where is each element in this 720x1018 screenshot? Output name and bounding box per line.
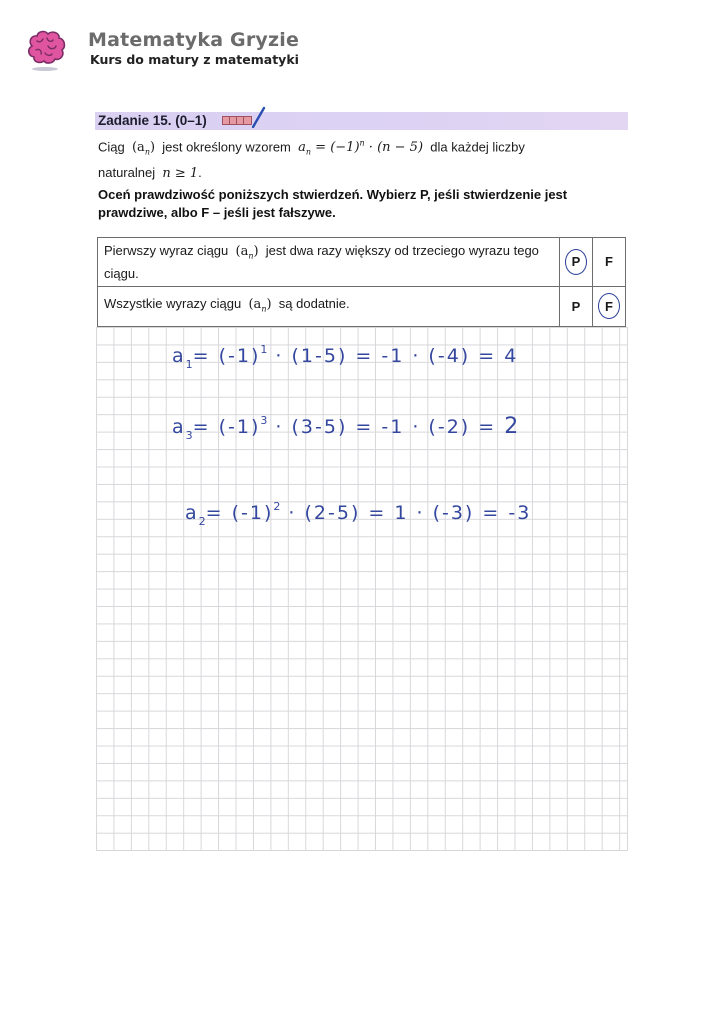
points-boxes [222, 116, 252, 125]
pen-stroke-icon [252, 106, 266, 128]
true-false-table [97, 237, 626, 327]
option-f-label: F [605, 298, 613, 314]
brain-icon [22, 26, 68, 72]
task-title: Zadanie 15. (0–1) [98, 113, 207, 128]
text-fragment: dla każdej liczby [430, 139, 525, 155]
logo-shadow [32, 67, 58, 71]
option-f-label: F [605, 254, 613, 270]
brand-title: Matematyka Gryzie [88, 29, 300, 51]
option-f-cell[interactable] [593, 238, 626, 287]
sequence-symbol: $(a_n)$ [131, 140, 156, 157]
table-row [98, 238, 626, 287]
table-row [98, 286, 626, 326]
text-fragment: Ciąg [98, 139, 125, 155]
option-p-label: P [571, 254, 581, 270]
instruction-text: Oceń prawdziwość poniższych stwierdzeń. Wybierz P, jeśli stwierdzenie jest prawdziwe, albo F – jeśli jest fałszywe. [98, 187, 568, 220]
text-fragment: naturalnej [98, 164, 156, 180]
point-box [244, 117, 251, 124]
option-p-label: P [571, 298, 581, 314]
text-fragment: jest określony wzorem [162, 139, 291, 155]
sequence-symbol: $(a_n)$ [248, 296, 272, 314]
condition: n ≥ 1 [162, 165, 199, 181]
handwritten-line-a3: $a_3= (-1)^3 \cdot (3-5) = -1 \cdot (-2) = 2$ [172, 414, 521, 442]
point-box [237, 117, 244, 124]
statement-cell: Pierwszy wyraz ciągu $(a_n)$ jest dwa razy większy od trzeciego wyrazu tego ciągu. [98, 238, 560, 287]
formula: $a_n = (-1)^n \cdot (n - 5)$ [298, 139, 424, 157]
sequence-symbol: $(a_n)$ [235, 244, 259, 261]
point-box [223, 117, 230, 124]
brand-subtitle: Kurs do matury z matematyki [90, 52, 299, 67]
option-p-cell[interactable] [560, 238, 593, 287]
grid-paper [96, 327, 628, 851]
handwritten-line-a1: $a_1= (-1)^1 \cdot (1-5) = -1 \cdot (-4) = 4$ [172, 343, 519, 371]
option-f-cell[interactable] [593, 286, 626, 326]
statement-cell: Wszystkie wyrazy ciągu $(a_n)$ są dodatnie. [98, 286, 560, 326]
option-p-cell[interactable] [560, 286, 593, 326]
task-description: Ciąg $(a_n)$ jest określony wzorem $a_n = (-1)^n \cdot (n - 5)$ dla każdej liczby naturalnej n ≥ 1. [98, 139, 525, 181]
handwritten-line-a2: $a_2= (-1)^2 \cdot (2-5) = 1 \cdot (-3) = -3$ [185, 500, 532, 528]
point-box [230, 117, 237, 124]
